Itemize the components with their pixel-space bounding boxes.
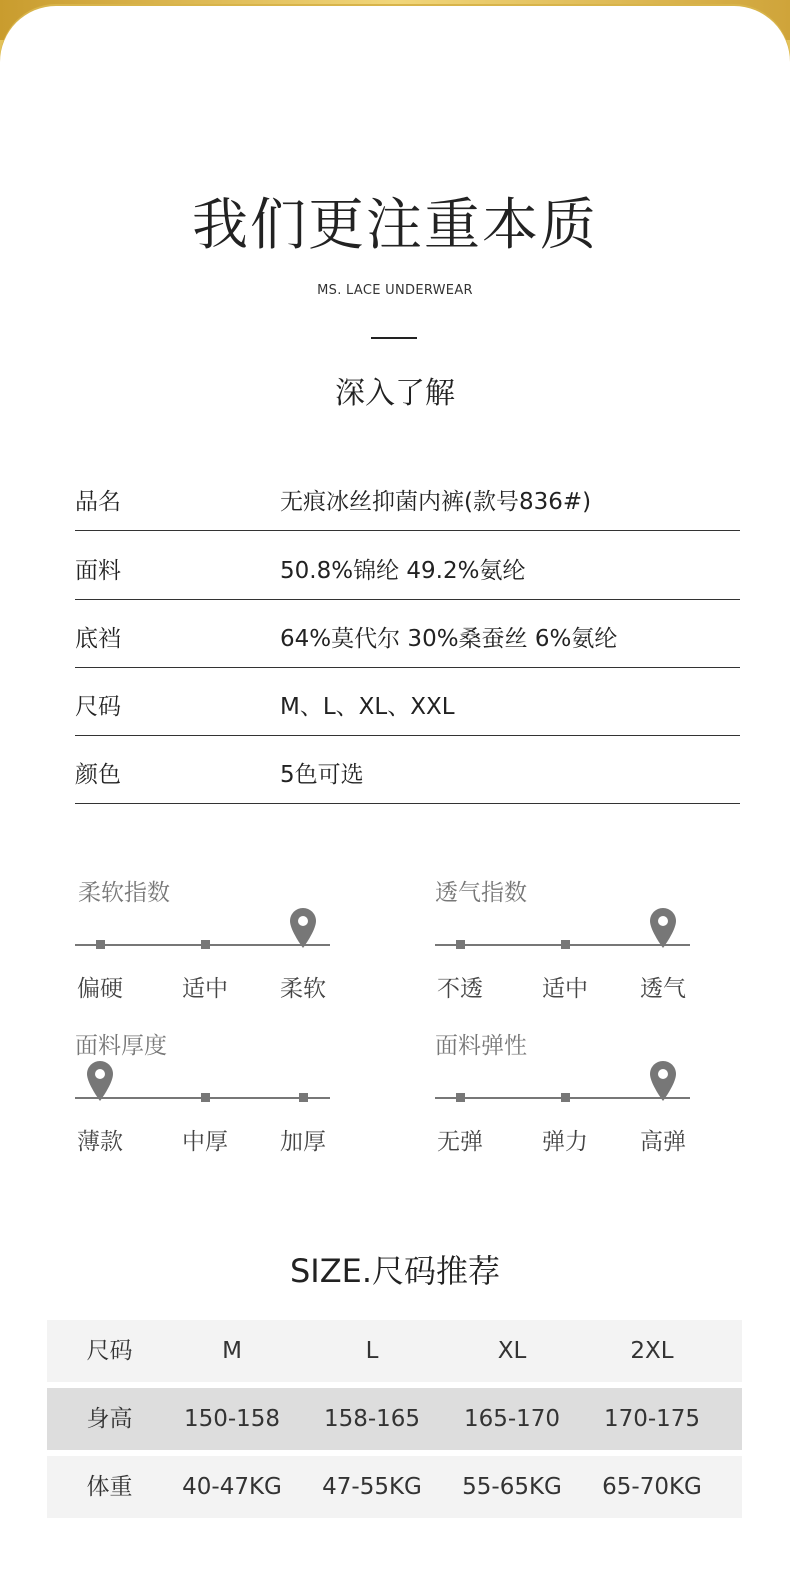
scale-label: 柔软 <box>280 976 326 1002</box>
table-cell: 170-175 <box>603 1406 701 1432</box>
spec-row-size <box>75 667 740 736</box>
table-cell: 150-158 <box>183 1406 281 1432</box>
spec-value: 5色可选 <box>280 762 364 788</box>
scale-tick <box>201 1093 210 1102</box>
spec-value: 50.8%锦纶 49.2%氨纶 <box>280 558 526 584</box>
scale-label: 弹力 <box>542 1129 588 1155</box>
scale-tick <box>96 940 105 949</box>
table-cell: 身高 <box>86 1406 133 1432</box>
scale-title: 面料厚度 <box>75 1033 167 1059</box>
scale-label: 适中 <box>182 976 228 1002</box>
spec-row-name <box>75 462 740 531</box>
size-section-title: SIZE.尺码推荐 <box>289 1252 501 1290</box>
scale-tick <box>456 940 465 949</box>
location-pin-icon <box>87 1061 113 1101</box>
scale-label: 加厚 <box>280 1129 326 1155</box>
scale-title: 柔软指数 <box>78 880 170 906</box>
spec-label: 品名 <box>75 489 121 515</box>
location-pin-icon <box>290 908 316 948</box>
scale-title: 面料弹性 <box>435 1033 527 1059</box>
size-table-row-weight <box>47 1456 742 1518</box>
table-cell: 65-70KG <box>602 1474 702 1500</box>
location-pin-icon <box>650 908 676 948</box>
scale-label: 透气 <box>640 976 686 1002</box>
spec-value: 64%莫代尔 30%桑蚕丝 6%氨纶 <box>280 626 618 652</box>
scale-tick <box>561 940 570 949</box>
page-title: 我们更注重本质 <box>192 193 598 258</box>
spec-value: 无痕冰丝抑菌内裤(款号836#) <box>280 489 592 515</box>
spec-label: 颜色 <box>75 762 121 788</box>
table-cell: XL <box>497 1338 527 1364</box>
section-heading: 深入了解 <box>335 376 455 411</box>
scale-tick <box>201 940 210 949</box>
table-cell: 165-170 <box>463 1406 561 1432</box>
spec-label: 面料 <box>75 558 121 584</box>
brand-subtitle: MS. LACE UNDERWEAR <box>317 283 473 298</box>
scale-tick <box>299 1093 308 1102</box>
spec-value: M、L、XL、XXL <box>280 694 455 720</box>
scale-label: 无弹 <box>437 1129 483 1155</box>
location-pin-icon <box>650 1061 676 1101</box>
table-cell: 40-47KG <box>182 1474 282 1500</box>
divider-dash <box>371 337 417 339</box>
scale-label: 中厚 <box>182 1129 228 1155</box>
table-cell: 47-55KG <box>322 1474 422 1500</box>
table-cell: 2XL <box>630 1338 674 1364</box>
size-table-header-row <box>47 1320 742 1382</box>
scale-label: 薄款 <box>77 1129 123 1155</box>
scale-title: 透气指数 <box>435 880 527 906</box>
table-cell: L <box>365 1338 379 1364</box>
spec-row-fabric <box>75 531 740 600</box>
content-card <box>0 6 790 1590</box>
spec-label: 尺码 <box>75 694 121 720</box>
scale-label: 偏硬 <box>77 976 123 1002</box>
scale-label: 适中 <box>542 976 588 1002</box>
scale-tick <box>456 1093 465 1102</box>
table-cell: 体重 <box>86 1474 133 1500</box>
scale-label: 高弹 <box>640 1129 686 1155</box>
spec-label: 底裆 <box>75 626 121 652</box>
table-cell: 55-65KG <box>462 1474 562 1500</box>
table-cell: 158-165 <box>323 1406 421 1432</box>
table-cell: 尺码 <box>86 1338 133 1364</box>
spec-row-crotch <box>75 599 740 668</box>
size-table-row-height <box>47 1388 742 1450</box>
spec-row-color <box>75 735 740 804</box>
scale-tick <box>561 1093 570 1102</box>
scale-label: 不透 <box>437 976 483 1002</box>
table-cell: M <box>222 1338 242 1364</box>
